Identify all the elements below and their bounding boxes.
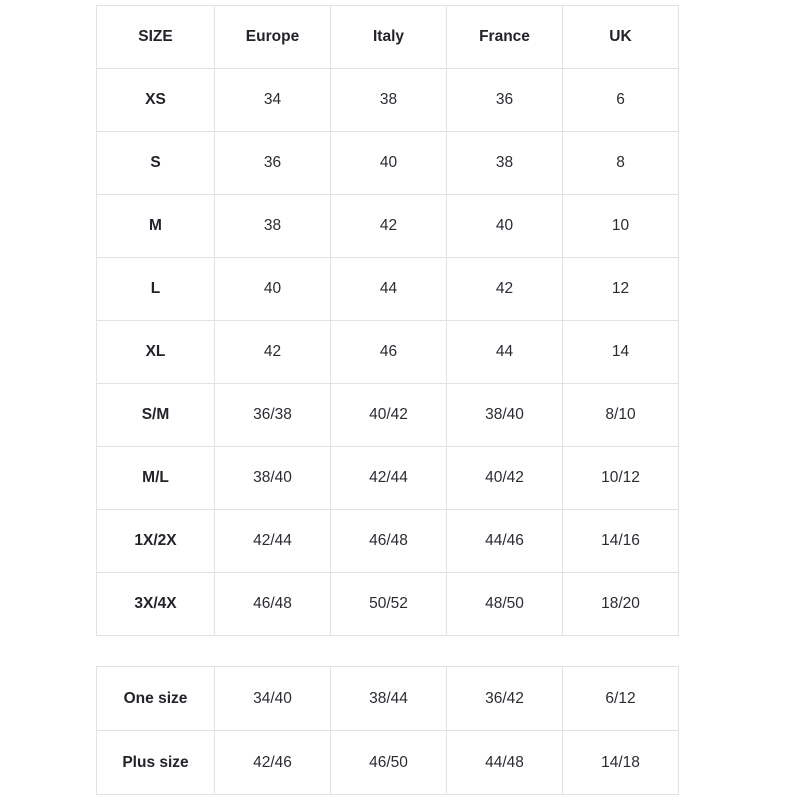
cell-france: 44/46 [447,510,563,573]
cell-europe: 34/40 [215,667,331,731]
cell-uk: 18/20 [563,573,679,636]
cell-italy: 42/44 [331,447,447,510]
cell-france: 44 [447,321,563,384]
cell-italy: 40/42 [331,384,447,447]
table-row [97,69,679,132]
table-row [97,384,679,447]
cell-france: 38 [447,132,563,195]
table-row [97,731,679,795]
cell-france: 36/42 [447,667,563,731]
cell-europe: 36/38 [215,384,331,447]
row-label: XL [97,321,215,384]
table-row [97,447,679,510]
cell-italy: 46/48 [331,510,447,573]
cell-france: 40/42 [447,447,563,510]
row-label: L [97,258,215,321]
column-header-italy: Italy [331,6,447,69]
table-header-row [97,6,679,69]
cell-italy: 42 [331,195,447,258]
table-row [97,573,679,636]
cell-france: 44/48 [447,731,563,795]
cell-uk: 6/12 [563,667,679,731]
row-label: 1X/2X [97,510,215,573]
one-size-plus-size-table [96,666,679,795]
table-row [97,258,679,321]
column-header-uk: UK [563,6,679,69]
cell-uk: 12 [563,258,679,321]
cell-france: 36 [447,69,563,132]
cell-italy: 40 [331,132,447,195]
cell-france: 40 [447,195,563,258]
cell-europe: 36 [215,132,331,195]
table-body [97,667,679,795]
cell-europe: 38 [215,195,331,258]
row-label: S [97,132,215,195]
cell-uk: 14/18 [563,731,679,795]
column-header-france: France [447,6,563,69]
column-header-size: SIZE [97,6,215,69]
cell-uk: 14 [563,321,679,384]
cell-uk: 6 [563,69,679,132]
cell-italy: 46/50 [331,731,447,795]
row-label: 3X/4X [97,573,215,636]
cell-italy: 44 [331,258,447,321]
cell-italy: 46 [331,321,447,384]
cell-europe: 42/46 [215,731,331,795]
cell-france: 42 [447,258,563,321]
table-row [97,195,679,258]
cell-italy: 38/44 [331,667,447,731]
cell-europe: 38/40 [215,447,331,510]
cell-italy: 50/52 [331,573,447,636]
column-header-europe: Europe [215,6,331,69]
cell-uk: 8 [563,132,679,195]
international-size-conversion-table [96,5,679,636]
cell-italy: 38 [331,69,447,132]
table-body [97,69,679,636]
cell-europe: 34 [215,69,331,132]
table-header [97,6,679,69]
cell-france: 48/50 [447,573,563,636]
cell-europe: 40 [215,258,331,321]
table-row [97,321,679,384]
cell-uk: 14/16 [563,510,679,573]
row-label: M/L [97,447,215,510]
cell-europe: 42 [215,321,331,384]
row-label: S/M [97,384,215,447]
cell-uk: 10/12 [563,447,679,510]
row-label: Plus size [97,731,215,795]
row-label: M [97,195,215,258]
cell-uk: 8/10 [563,384,679,447]
cell-europe: 46/48 [215,573,331,636]
cell-france: 38/40 [447,384,563,447]
table-row [97,132,679,195]
cell-uk: 10 [563,195,679,258]
row-label: XS [97,69,215,132]
cell-europe: 42/44 [215,510,331,573]
table-row [97,667,679,731]
row-label: One size [97,667,215,731]
table-row [97,510,679,573]
